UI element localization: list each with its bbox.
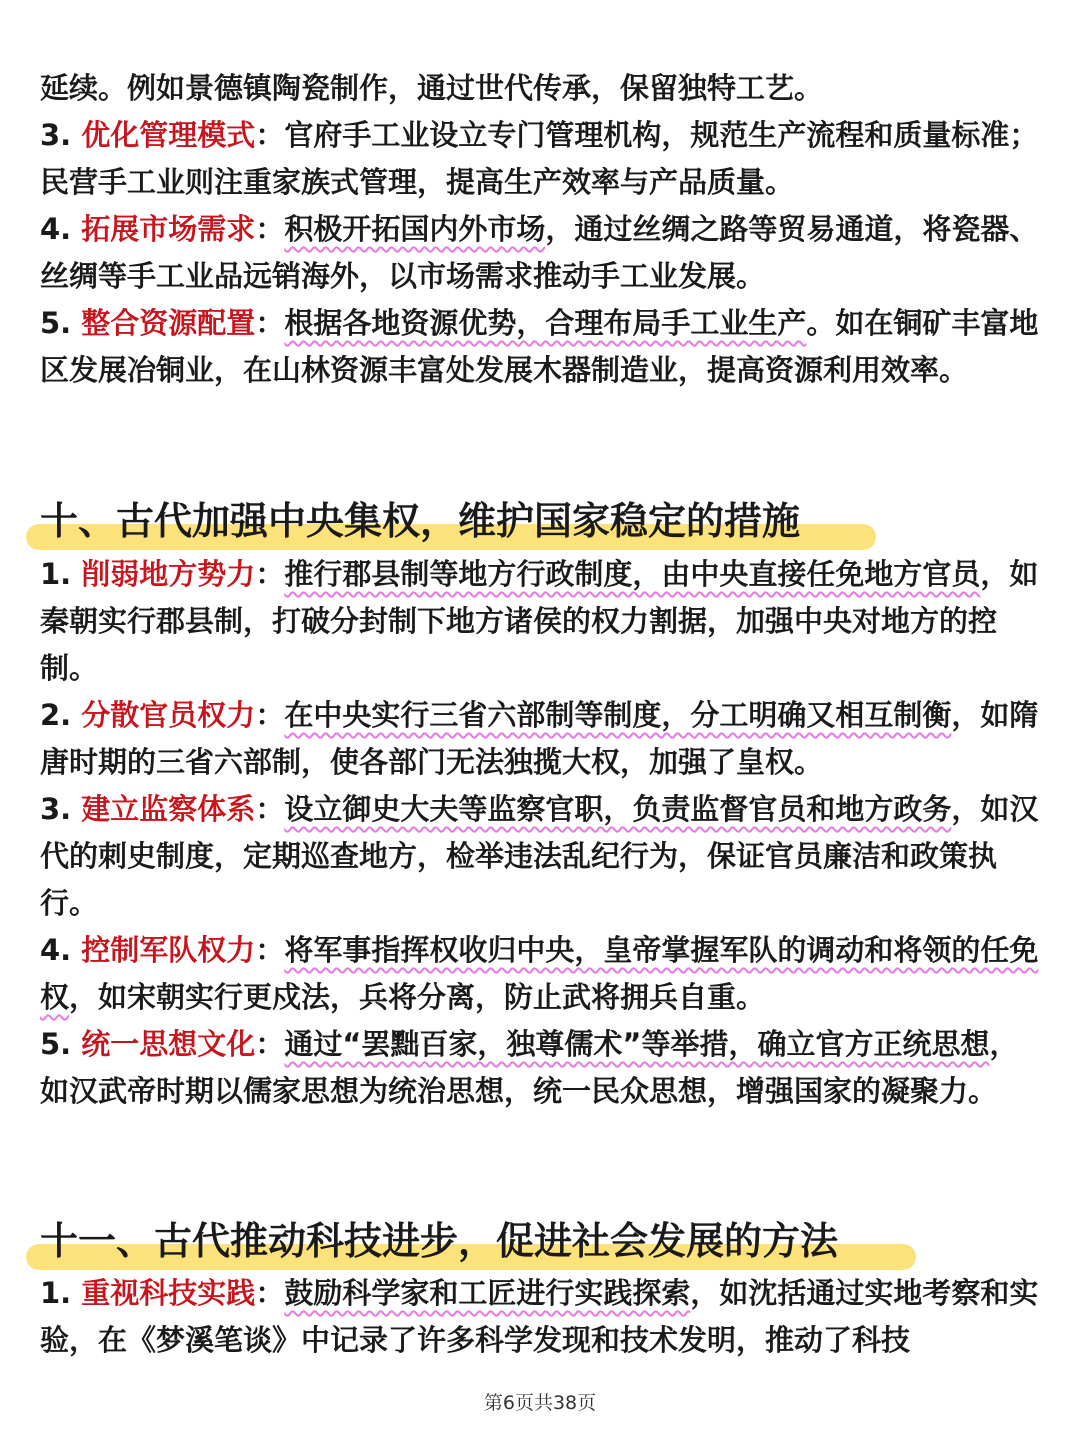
list-item xyxy=(40,1021,1040,1115)
list-item xyxy=(40,786,1040,927)
item-underlined-text: 推行郡县制等地方行政制度，由中央直接任免地方官员 xyxy=(284,557,981,591)
item-text: ，如隋唐时期的三省六部制，使各部门无法独揽大权，加强了皇权。 xyxy=(40,698,1039,779)
item-colon: ： xyxy=(255,557,285,591)
item-colon: ： xyxy=(255,1276,285,1310)
list-item xyxy=(40,551,1040,692)
item-colon: ： xyxy=(255,792,285,826)
item-number: 3. xyxy=(40,118,82,152)
item-keyword: 控制军队权力 xyxy=(81,933,256,967)
item-colon: ： xyxy=(255,118,285,152)
item-number: 4. xyxy=(40,212,82,246)
item-colon: ： xyxy=(255,306,285,340)
item-number: 1. xyxy=(40,557,82,591)
item-keyword: 整合资源配置 xyxy=(81,306,256,340)
item-keyword: 削弱地方势力 xyxy=(81,557,256,591)
item-underlined-text: 将军事指挥权收归中央，皇帝掌握军队的调动和将领的任免权 xyxy=(40,933,1039,1014)
section-title: 十一、古代推动科技进步，促进社会发展的方法 xyxy=(40,1219,839,1263)
item-keyword: 建立监察体系 xyxy=(81,792,256,826)
item-number: 1. xyxy=(40,1276,82,1310)
item-underlined-text: 通过“罢黜百家，独尊儒术”等举措，确立官方正统思想 xyxy=(284,1027,990,1061)
item-keyword: 重视科技实践 xyxy=(81,1276,256,1310)
section-11-body xyxy=(40,1270,1040,1364)
section-10-body xyxy=(40,551,1040,1115)
item-text: 官府手工业设立专门管理机构，规范生产流程和质量标准；民营手工业则注重家族式管理，提高生产效率与产品质量。 xyxy=(40,118,1039,199)
item-text: 。如在铜矿丰富地区发展冶铜业，在山林资源丰富处发展木器制造业，提高资源利用效率。 xyxy=(40,306,1039,387)
item-number: 4. xyxy=(40,933,82,967)
item-text: ，如宋朝实行更戍法，兵将分离，防止武将拥兵自重。 xyxy=(69,980,766,1014)
item-colon: ： xyxy=(255,212,285,246)
item-underlined-text: 鼓励科学家和工匠进行实践探索 xyxy=(284,1276,691,1310)
continuation-paragraph: 延续。例如景德镇陶瓷制作，通过世代传承，保留独特工艺。 xyxy=(40,71,824,105)
list-item xyxy=(40,692,1040,786)
section-heading-10 xyxy=(40,496,800,546)
item-text: ，如沈括通过实地考察和实验，在《梦溪笔谈》中记录了许多科学发现和技术发明，推动了科技 xyxy=(40,1276,1039,1357)
item-underlined-text: 设立御史大夫等监察官职，负责监督官员和地方政务 xyxy=(284,792,952,826)
item-number: 2. xyxy=(40,698,82,732)
section-heading-11 xyxy=(40,1216,838,1266)
item-underlined-text: 在中央实行三省六部制等制度，分工明确又相互制衡 xyxy=(284,698,952,732)
item-colon: ： xyxy=(255,698,285,732)
list-item xyxy=(40,300,1040,394)
item-number: 3. xyxy=(40,792,82,826)
item-underlined-text: 根据各地资源优势，合理布局手工业生产 xyxy=(284,306,807,340)
item-colon: ： xyxy=(255,933,285,967)
top-section xyxy=(40,65,1040,394)
section-title: 十、古代加强中央集权，维护国家稳定的措施 xyxy=(40,499,801,543)
item-text: ，如汉武帝时期以儒家思想为统治思想，统一民众思想，增强国家的凝聚力。 xyxy=(40,1027,1019,1108)
list-item xyxy=(40,112,1040,206)
item-text: ，如秦朝实行郡县制，打破分封制下地方诸侯的权力割据，加强中央对地方的控制。 xyxy=(40,557,1039,685)
item-keyword: 拓展市场需求 xyxy=(81,212,256,246)
item-underlined-text: 积极开拓国内外市场 xyxy=(284,212,546,246)
item-keyword: 优化管理模式 xyxy=(81,118,256,152)
item-number: 5. xyxy=(40,1027,82,1061)
item-colon: ： xyxy=(255,1027,285,1061)
page-footer: 第6页共38页 xyxy=(483,1392,597,1414)
item-text: ，通过丝绸之路等贸易通道，将瓷器、丝绸等手工业品远销海外，以市场需求推动手工业发展。 xyxy=(40,212,1039,293)
item-keyword: 分散官员权力 xyxy=(81,698,256,732)
list-item xyxy=(40,1270,1040,1364)
item-keyword: 统一思想文化 xyxy=(81,1027,256,1061)
list-item xyxy=(40,927,1040,1021)
item-text: ，如汉代的刺史制度，定期巡查地方，检举违法乱纪行为，保证官员廉洁和政策执行。 xyxy=(40,792,1039,920)
list-item xyxy=(40,206,1040,300)
item-number: 5. xyxy=(40,306,82,340)
